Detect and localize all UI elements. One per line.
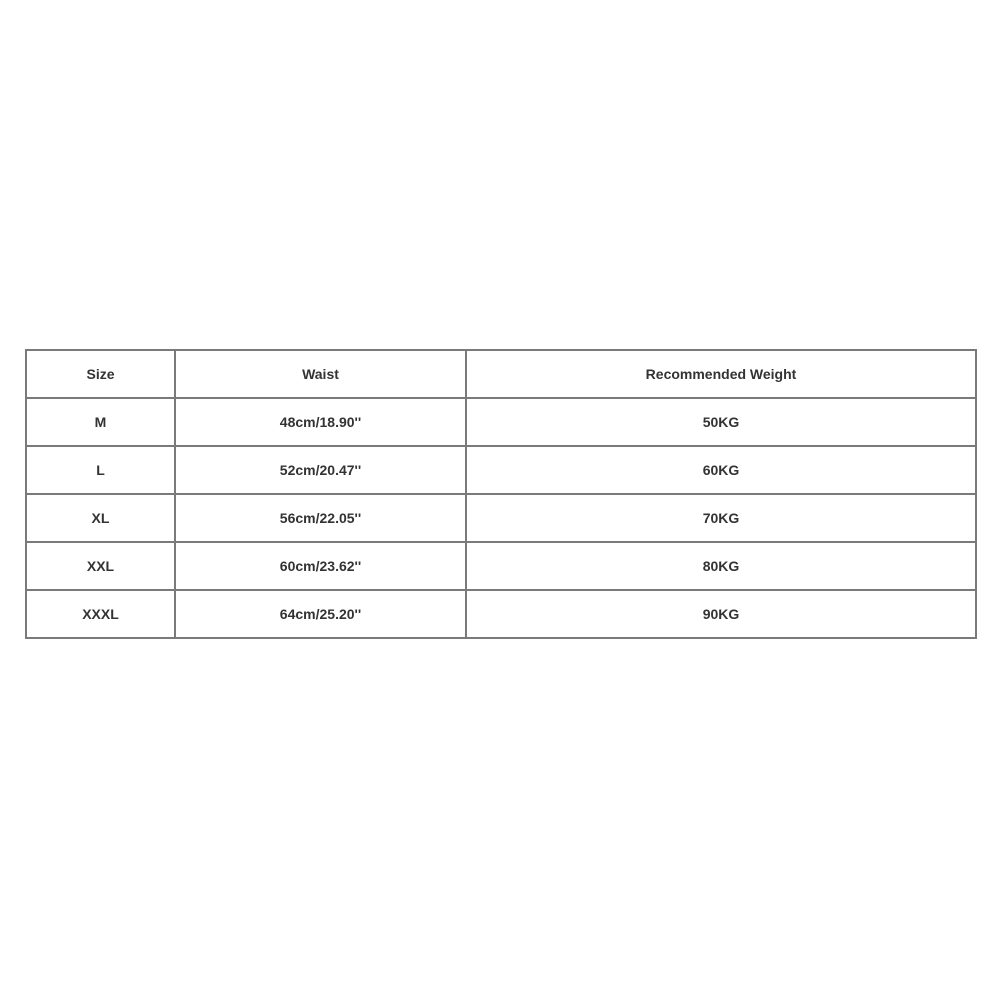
cell-weight: 90KG: [466, 590, 976, 638]
cell-size: XXL: [26, 542, 175, 590]
cell-size: XL: [26, 494, 175, 542]
cell-waist: 60cm/23.62'': [175, 542, 466, 590]
header-size: Size: [26, 350, 175, 398]
cell-size: XXXL: [26, 590, 175, 638]
cell-waist: 64cm/25.20'': [175, 590, 466, 638]
cell-waist: 48cm/18.90'': [175, 398, 466, 446]
table-row: [26, 398, 976, 446]
cell-waist: 52cm/20.47'': [175, 446, 466, 494]
header-row: [26, 350, 976, 398]
table-row: [26, 446, 976, 494]
header-waist: Waist: [175, 350, 466, 398]
cell-size: M: [26, 398, 175, 446]
cell-waist: 56cm/22.05'': [175, 494, 466, 542]
size-chart-table: [25, 349, 977, 639]
cell-size: L: [26, 446, 175, 494]
table-row: [26, 590, 976, 638]
cell-weight: 80KG: [466, 542, 976, 590]
cell-weight: 70KG: [466, 494, 976, 542]
header-recommended-weight: Recommended Weight: [466, 350, 976, 398]
cell-weight: 60KG: [466, 446, 976, 494]
cell-weight: 50KG: [466, 398, 976, 446]
table-row: [26, 494, 976, 542]
table-row: [26, 542, 976, 590]
